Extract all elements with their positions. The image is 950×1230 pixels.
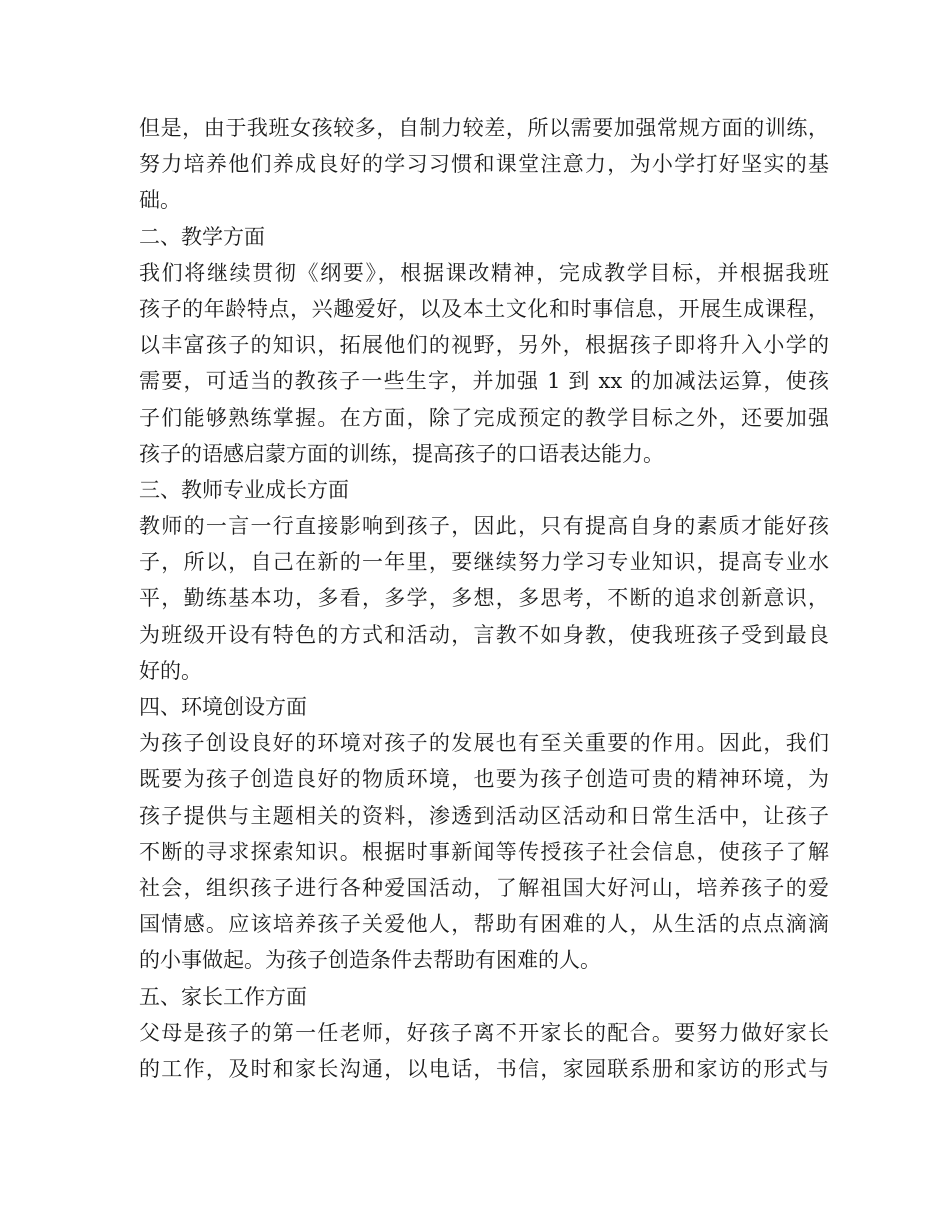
text-line: 平，勤练基本功，多看，多学，多想，多思考，不断的追求创新意识， <box>139 586 829 611</box>
text-line: 的工作，及时和家长沟通，以电话，书信，家园联系册和家访的形式与 <box>139 1056 829 1081</box>
text-line: 五、家长工作方面 <box>139 984 307 1009</box>
text-line: 的小事做起。为孩子创造条件去帮助有困难的人。 <box>139 948 601 973</box>
text-line: 教师的一言一行直接影响到孩子，因此，只有提高自身的素质才能好孩 <box>139 514 829 539</box>
text-line: 国情感。应该培养孩子关爱他人，帮助有困难的人，从生活的点点滴滴 <box>139 912 829 937</box>
text-line: 为孩子创设良好的环境对孩子的发展也有至关重要的作用。因此，我们 <box>139 731 829 756</box>
text-line: 努力培养他们养成良好的学习习惯和课堂注意力，为小学打好坚实的基 <box>139 152 829 177</box>
text-line: 孩子的年龄特点，兴趣爱好，以及本土文化和时事信息，开展生成课程， <box>139 296 829 321</box>
text-line: 二、教学方面 <box>139 224 265 249</box>
text-line: 子们能够熟练掌握。在方面，除了完成预定的教学目标之外，还要加强 <box>139 405 829 430</box>
text-line: 需要，可适当的教孩子一些生字，并加强 1 到 xx 的加减法运算，使孩 <box>139 369 829 394</box>
text-line: 础。 <box>139 188 181 213</box>
text-line: 三、教师专业成长方面 <box>139 477 349 502</box>
text-line: 但是，由于我班女孩较多，自制力较差，所以需要加强常规方面的训练， <box>139 116 829 140</box>
document-body <box>139 110 829 1087</box>
text-line: 子，所以，自己在新的一年里，要继续努力学习专业知识，提高专业水 <box>139 550 829 575</box>
text-line: 父母是孩子的第一任老师，好孩子离不开家长的配合。要努力做好家长 <box>139 1020 829 1045</box>
text-line: 孩子提供与主题相关的资料，渗透到活动区活动和日常生活中，让孩子 <box>139 803 829 828</box>
text-line: 不断的寻求探索知识。根据时事新闻等传授孩子社会信息，使孩子了解 <box>139 839 829 864</box>
text-line: 以丰富孩子的知识，拓展他们的视野，另外，根据孩子即将升入小学的 <box>139 333 829 358</box>
text-line: 社会，组织孩子进行各种爱国活动，了解祖国大好河山，培养孩子的爱 <box>139 875 829 900</box>
text-line: 好的。 <box>139 658 202 683</box>
text-line: 孩子的语感启蒙方面的训练，提高孩子的口语表达能力。 <box>139 441 664 466</box>
text-line: 为班级开设有特色的方式和活动，言教不如身教，使我班孩子受到最良 <box>139 622 829 647</box>
text-line: 四、环境创设方面 <box>139 695 307 719</box>
text-line: 既要为孩子创造良好的物质环境，也要为孩子创造可贵的精神环境，为 <box>139 767 829 792</box>
text-line: 我们将继续贯彻《纲要》，根据课改精神，完成教学目标，并根据我班 <box>139 260 829 285</box>
